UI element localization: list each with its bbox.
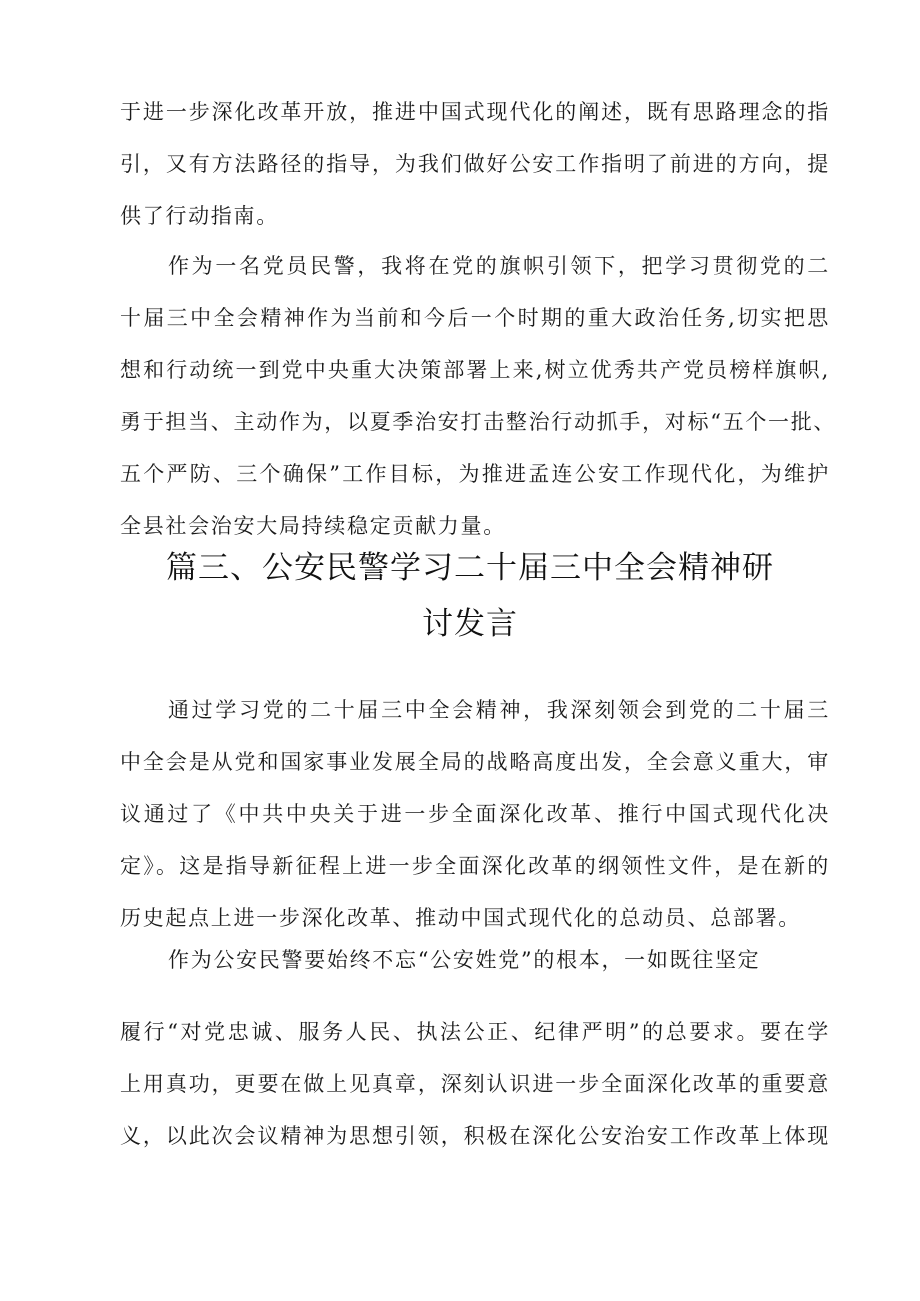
paragraph-study-reflection: [120, 684, 830, 944]
paragraph-police-duty: [120, 1006, 830, 1162]
paragraph-police-duty-first-line: [120, 934, 830, 986]
text-line: 通过学习党的二十届三中全会精神，我深刻领会到党的二十届三: [168, 698, 830, 722]
text-line: 作为公安民警要始终不忘“公安姓党”的根本，一如既往坚定: [168, 948, 761, 972]
paragraph-party-member-pledge: [120, 240, 837, 552]
section-heading: [120, 540, 820, 652]
text-line: 勇于担当、主动作为，以夏季治安打击整治行动抓手，对标“五个一批、: [120, 410, 837, 434]
text-line: 议通过了《中共中央关于进一步全面深化改革、推行中国式现代化决: [120, 802, 830, 826]
section-heading-line: 讨发言: [422, 606, 518, 642]
text-line: 作为一名党员民警，我将在党的旗帜引领下，把学习贯彻党的二: [168, 254, 830, 278]
section-heading-line: 篇三、公安民警学习二十届三中全会精神研: [166, 550, 774, 586]
text-line: 履行“对党忠诚、服务人民、执法公正、纪律严明”的总要求。要在学: [120, 1020, 830, 1044]
text-line: 想和行动统一到党中央重大决策部署上来,树立优秀共产党员榜样旗帜,: [120, 358, 830, 382]
text-line: 十届三中全会精神作为当前和今后一个时期的重大政治任务,切实把思: [120, 306, 830, 330]
text-line: 于进一步深化改革开放，推进中国式现代化的阐述，既有思路理念的指: [120, 100, 830, 124]
text-line: 供了行动指南。: [120, 204, 279, 228]
text-line: 中全会是从党和国家事业发展全局的战略高度出发，全会意义重大，审: [120, 750, 830, 774]
paragraph-intro-continuation: [120, 86, 830, 242]
text-line: 引，又有方法路径的指导，为我们做好公安工作指明了前进的方向，提: [120, 152, 830, 176]
text-line: 五个严防、三个确保”工作目标，为推进孟连公安工作现代化，为维护: [120, 462, 830, 486]
text-line: 义，以此次会议精神为思想引领，积极在深化公安治安工作改革上体现: [120, 1124, 830, 1148]
text-line: 全县社会治安大局持续稳定贡献力量。: [120, 514, 506, 538]
text-line: 历史起点上进一步深化改革、推动中国式现代化的总动员、总部署。: [120, 906, 801, 930]
text-line: 上用真功，更要在做上见真章，深刻认识进一步全面深化改革的重要意: [120, 1072, 830, 1096]
text-line: 定》。这是指导新征程上进一步全面深化改革的纲领性文件，是在新的: [120, 854, 830, 878]
